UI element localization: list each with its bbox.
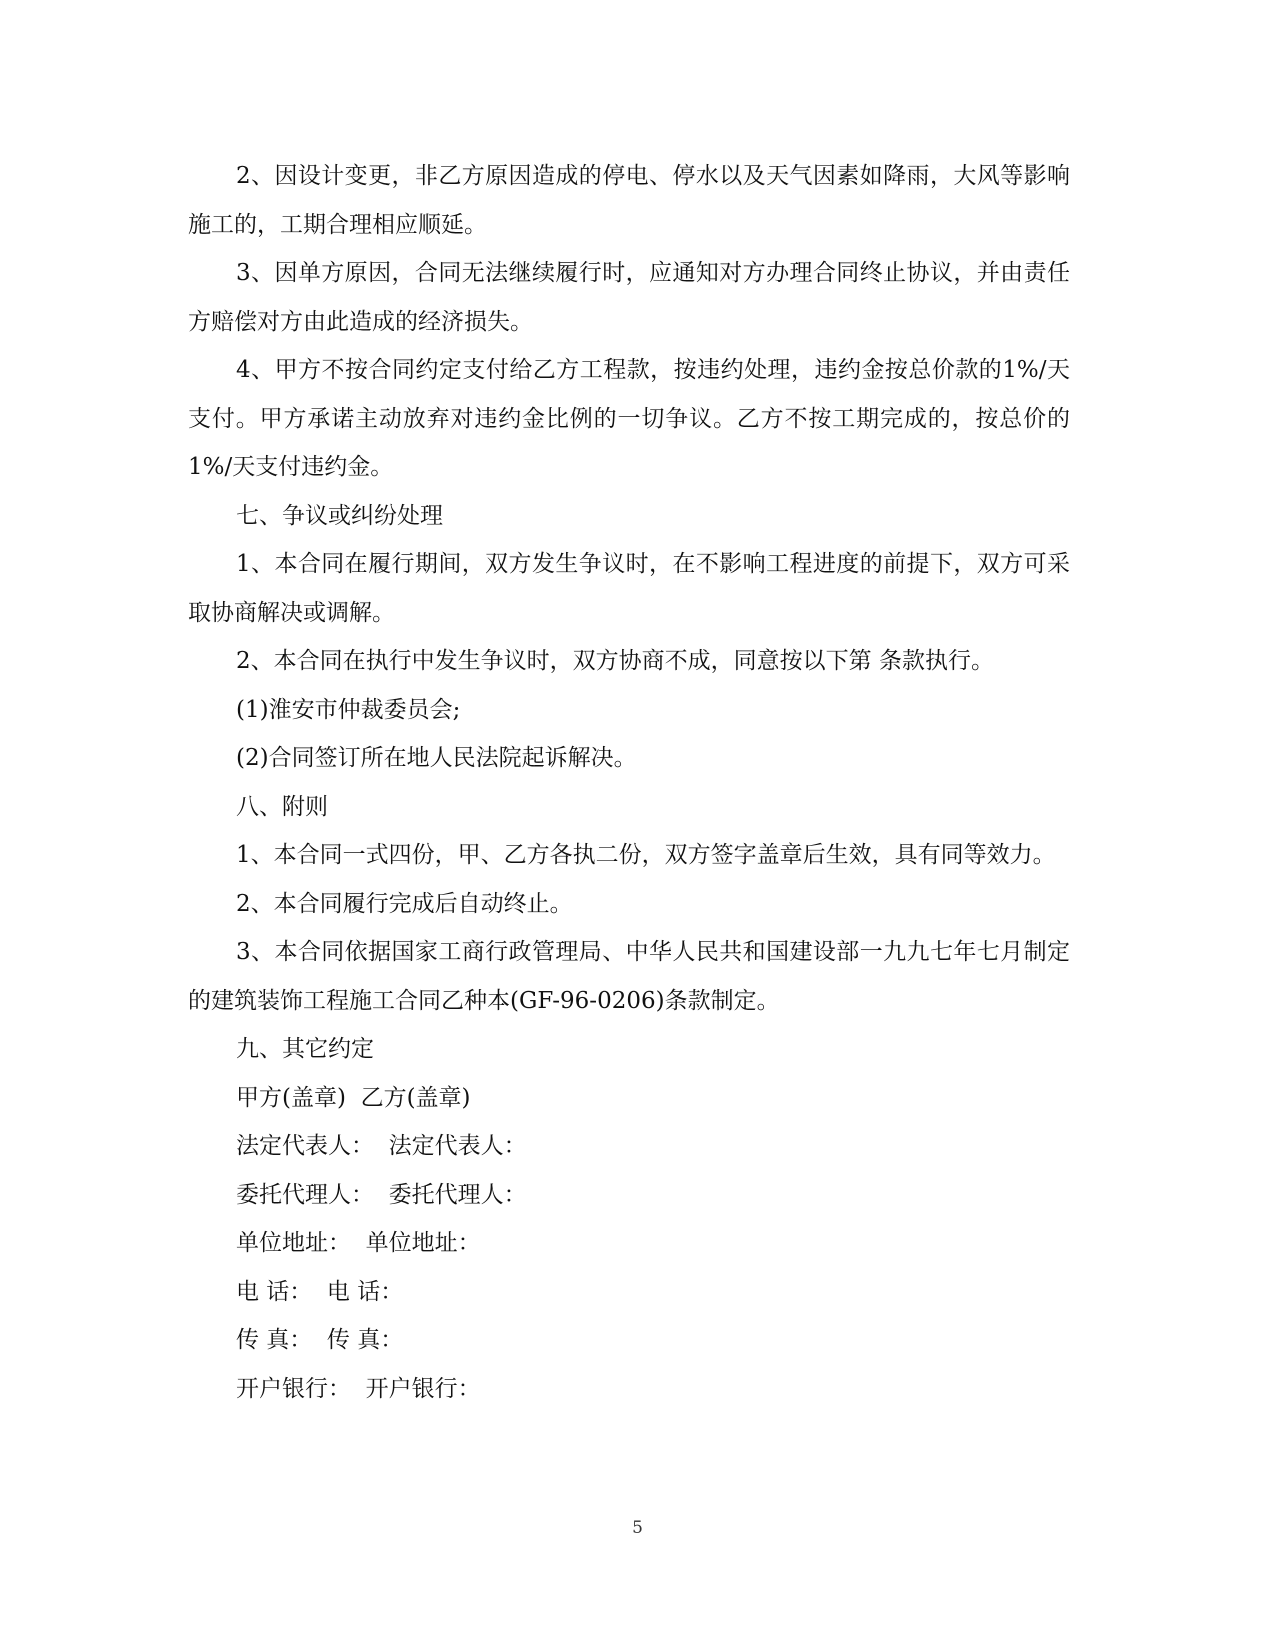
- clause-option: (2)合同签订所在地人民法院起诉解决。: [236, 745, 637, 771]
- section-heading: 九、其它约定: [236, 1036, 374, 1062]
- clause-paragraph: 2、本合同履行完成后自动终止。: [236, 890, 573, 917]
- clause-paragraph: 2、本合同在执行中发生争议时，双方协商不成，同意按以下第 条款执行。: [236, 648, 994, 674]
- clause-paragraph: 1、本合同一式四份，甲、乙方各执二份，双方签字盖章后生效，具有同等效力。: [236, 842, 1056, 868]
- signature-line: 甲方(盖章) 乙方(盖章): [236, 1084, 471, 1111]
- clause-paragraph: 3、本合同依据国家工商行政管理局、中华人民共和国建设部一九九七年七月制定的建筑装饰工程施工合同乙种本(GF-96-0206)条款制定。: [188, 939, 1070, 1014]
- clause-paragraph: 2、因设计变更，非乙方原因造成的停电、停水以及天气因素如降雨，大风等影响施工的，工期合理相应顺延。: [188, 163, 1070, 238]
- signature-line: 传 真： 传 真：: [236, 1327, 404, 1353]
- signature-line: 开户银行： 开户银行：: [236, 1375, 481, 1402]
- document-body: [188, 152, 1070, 1413]
- clause-paragraph: 3、因单方原因，合同无法继续履行时，应通知对方办理合同终止协议，并由责任方赔偿对方由此造成的经济损失。: [188, 260, 1070, 335]
- signature-line: 法定代表人： 法定代表人：: [236, 1133, 527, 1159]
- clause-paragraph: 1、本合同在履行期间，双方发生争议时，在不影响工程进度的前提下，双方可采取协商解决或调解。: [188, 551, 1070, 626]
- clause-paragraph: 4、甲方不按合同约定支付给乙方工程款，按违约处理，违约金按总价款的1%/天支付。甲方承诺主动放弃对违约金比例的一切争议。乙方不按工期完成的，按总价的1%/天支付违约金。: [188, 357, 1070, 480]
- signature-line: 委托代理人： 委托代理人：: [236, 1181, 527, 1208]
- page-number: 5: [632, 1518, 643, 1538]
- section-heading: 八、附则: [236, 793, 328, 820]
- signature-line: 电 话： 电 话：: [236, 1278, 404, 1305]
- section-heading: 七、争议或纠纷处理: [236, 502, 443, 529]
- clause-option: (1)淮安市仲裁委员会;: [236, 696, 461, 723]
- signature-line: 单位地址： 单位地址：: [236, 1230, 481, 1256]
